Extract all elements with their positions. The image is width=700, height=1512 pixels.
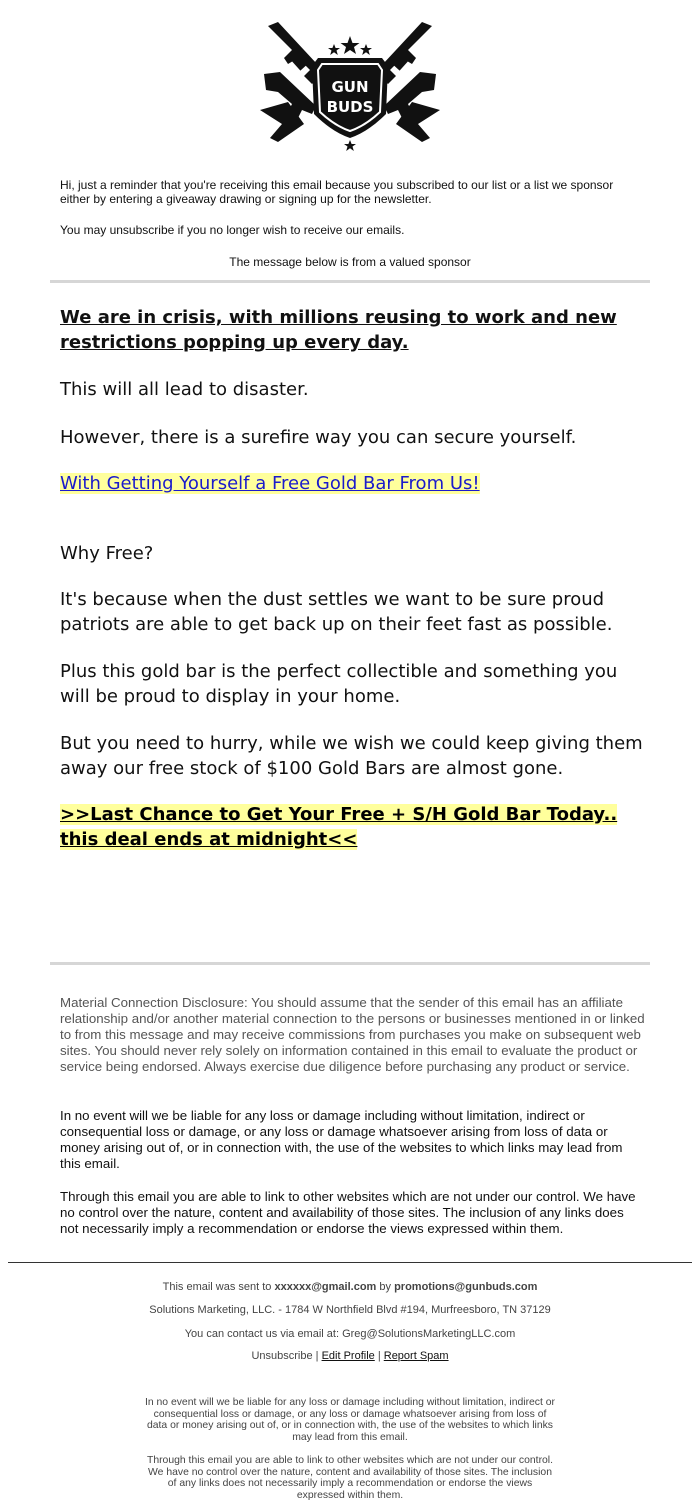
footer-liability: In no event will we be liable for any loss or damage including without limitation, indirect or consequential loss or damage, or any loss or damage whatsoever arising from loss of data or money arising out of, or in connection with, the use of the websites to which links may lead from this email. — [144, 1397, 556, 1443]
logo-text-line2: BUDS — [326, 98, 374, 116]
reminder-text: Hi, just a reminder that you're receiving this email because you subscribed to our list or a list we sponsor either by entering a giveaway drawing or signing up for the newsletter. — [60, 178, 614, 206]
gold-bar-link[interactable]: With Getting Yourself a Free Gold Bar From Us! — [60, 473, 480, 494]
separator-2: | — [374, 1350, 384, 1362]
gun-buds-logo — [258, 14, 442, 154]
last-chance-link[interactable]: >>Last Chance to Get Your Free + S/H Gold Bar Today.. this deal ends at midnight<< — [60, 804, 618, 850]
company-address: Solutions Marketing, LLC. - 1784 W Northfield Blvd #194, Murfreesboro, TN 37129 — [149, 1304, 551, 1316]
liability-notice: In no event will we be liable for any loss or damage including without limitation, indirect or consequential loss or damage, or any loss or damage whatsoever arising from loss of data or money arising out of, or in connection with, the use of the websites to which links may lead from this email. — [60, 1108, 623, 1171]
divider-bottom — [50, 962, 650, 965]
footer-links — [0, 1350, 700, 1363]
sent-by-word: by — [376, 1281, 395, 1293]
contact-line: You can contact us via email at: Greg@SolutionsMarketingLLC.com — [184, 1328, 516, 1340]
material-disclosure: Material Connection Disclosure: You should assume that the sender of this email has an affiliate relationship and/or another material connection to the persons or businesses mentioned in or linked to from this message and may receive commissions from purchases you make on subsequent web sites. You should never rely solely on information contained in this email to evaluate the product or service being endorsed. Always exercise due diligence before purchasing any product or service. — [60, 995, 645, 1074]
divider-top — [50, 280, 650, 283]
control-notice: Through this email you are able to link to other websites which are not under our control. We have no control over the nature, content and availability of those sites. The inclusion of any links does not necessarily imply a recommendation or endorse the views expressed within them. — [60, 1189, 636, 1236]
sent-to-line — [0, 1281, 700, 1294]
recipient-email: xxxxxx@gmail.com — [274, 1281, 377, 1293]
paragraph-collectible: Plus this gold bar is the perfect collectible and something you will be proud to display in your home. — [60, 661, 618, 707]
edit-profile-link[interactable]: Edit Profile — [321, 1350, 375, 1362]
sender-email: promotions@gunbuds.com — [394, 1281, 538, 1293]
stars-icon — [328, 36, 372, 55]
separator-1: | — [312, 1350, 322, 1362]
paragraph-hurry: But you need to hurry, while we wish we could keep giving them away our free stock of $100 Gold Bars are almost gone. — [60, 733, 643, 779]
logo-area — [0, 14, 700, 154]
footer-divider — [8, 1262, 692, 1263]
unsubscribe-note: You may unsubscribe if you no longer wish to receive our emails. — [60, 223, 405, 237]
paragraph-disaster: This will all lead to disaster. — [60, 379, 309, 400]
sponsor-note: The message below is from a valued sponsor — [229, 255, 471, 269]
cta-wrap — [60, 802, 650, 852]
paragraph-secure: However, there is a surefire way you can secure yourself. — [60, 427, 577, 448]
paragraph-dust-settles: It's because when the dust settles we want to be sure proud patriots are able to get back up on their feet fast as possible. — [60, 589, 613, 635]
paragraph-why-free: Why Free? — [60, 543, 154, 564]
gold-bar-link-wrap — [60, 471, 650, 496]
headline — [60, 305, 650, 355]
headline-text: We are in crisis, with millions reusing to work and new restrictions popping up every day. — [60, 307, 617, 353]
logo-text-line1: GUN — [331, 78, 369, 96]
report-spam-link[interactable]: Report Spam — [383, 1350, 449, 1362]
sent-prefix: This email was sent to — [162, 1281, 275, 1293]
footer-control: Through this email you are able to link to other websites which are not under our control. We have no control over the nature, content and availability of those sites. The inclusion of any links does not necessarily imply a recommendation or endorse the views expressed within them. — [146, 1455, 554, 1501]
unsubscribe-link[interactable]: Unsubscribe — [251, 1350, 313, 1362]
